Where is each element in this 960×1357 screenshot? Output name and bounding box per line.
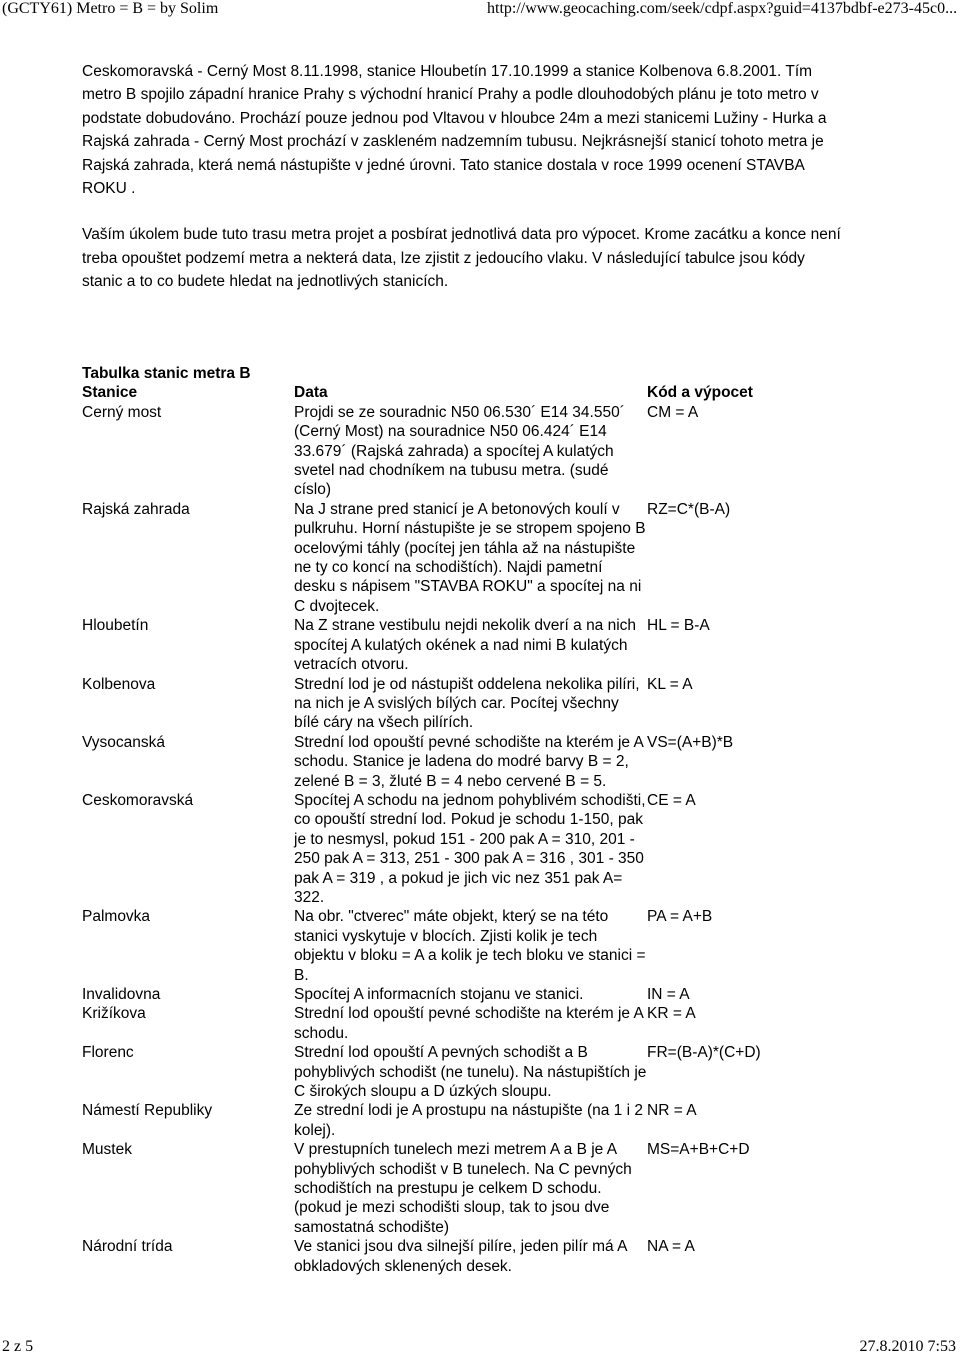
data-cell: Projdi se ze souradnic N50 06.530´ E14 34.550´ (Cerný Most) na souradnice N50 06.424´ E14 33.679´ (Rajská zahrada) a spocítej A kulatých svetel nad chodníkem na tubusu metra. (sudé císlo) xyxy=(294,403,625,499)
data-cell: Na J strane pred stanicí je A betonových koulí v pulkruhu. Horní nástupište je se stropem spojeno B ocelovými táhly (pocítej jen táhla až na nástupište ne ty co koncí na schodištích). Najdi pametní desku s nápisem "STAVBA ROKU" a spocítej na ni C dvojtecek. xyxy=(294,500,646,615)
print-footer xyxy=(0,1338,960,1357)
description xyxy=(82,60,842,294)
page-title: (GCTY61) Metro = B = by Solim xyxy=(2,0,219,17)
table-row xyxy=(82,675,782,733)
code-cell: PA = A+B xyxy=(647,908,713,926)
column-header-data: Data xyxy=(294,384,328,402)
code-cell: CE = A xyxy=(647,791,696,809)
stations-table xyxy=(82,364,782,1276)
code-cell: IN = A xyxy=(647,986,690,1003)
station-cell: Rajská zahrada xyxy=(82,500,190,518)
data-cell: Ve stanici jsou dva silnejší pilíre, jeden pilír má A obkladových sklenených desek. xyxy=(294,1238,627,1275)
station-cell: Križíkova xyxy=(82,1005,146,1023)
data-cell: Strední lod opouští A pevných schodišt a B pohyblivých schodišt (ne tunelu). Na nástupištích je C širokých sloupu a D úzkých sloupu. xyxy=(294,1044,647,1101)
data-cell: Strední lod opouští pevné schodište na kterém je A schodu. Stanice je ladena do modré barvy B = 2, zelené B = 3, žluté B = 4 nebo cervené B = 5. xyxy=(294,733,643,790)
station-cell: Národní trída xyxy=(82,1238,173,1256)
code-cell: NR = A xyxy=(647,1102,697,1120)
page-url: http://www.geocaching.com/seek/cdpf.aspx?guid=4137bdbf-e273-45c0... xyxy=(487,0,958,17)
table-row xyxy=(82,1140,782,1237)
table-header-row xyxy=(82,383,782,402)
station-cell: Námestí Republiky xyxy=(82,1102,213,1120)
code-cell: NA = A xyxy=(647,1238,695,1256)
table-row xyxy=(82,616,782,674)
table-row xyxy=(82,1004,782,1043)
data-cell: V prestupních tunelech mezi metrem A a B je A pohyblivých schodišt v B tunelech. Na C pevných schodištích na prestupu je celkem D schodu. (pokud je mezi schodišti sloup, tak to jsou dve samostatná schodište) xyxy=(294,1141,632,1236)
task-paragraph: Vaším úkolem bude tuto trasu metra projet a posbírat jednotlivá data pro výpocet. Krome zacátku a konce není treba opouštet podzemí metra a nekterá data, lze zjistit z jedoucího vlaku. V následující tabulce jsou kódy stanic a to co budete hledat na jednotlivých stanicích. xyxy=(82,226,841,291)
data-cell: Strední lod opouští pevné schodište na kterém je A schodu. xyxy=(294,1005,643,1042)
code-cell: KR = A xyxy=(647,1005,696,1023)
table-row xyxy=(82,985,782,1004)
table-row xyxy=(82,791,782,907)
table-row xyxy=(82,1237,782,1276)
station-cell: Hloubetín xyxy=(82,617,149,635)
station-cell: Invalidovna xyxy=(82,986,161,1003)
station-cell: Vysocanská xyxy=(82,733,165,751)
station-cell: Palmovka xyxy=(82,908,151,926)
intro-paragraph: Ceskomoravská - Cerný Most 8.11.1998, stanice Hloubetín 17.10.1999 a stanice Kolbenova 6.8.2001. Tím metro B spojilo západní hranice Prahy s východní hranicí Prahy a podle dlouhodobých plánu je toto metro v podstate dobudováno. Prochází pouze jednou pod Vltavou v hloubce 24m a mezi stanicemi Lužiny - Hurka a Rajská zahrada - Cerný Most prochází v zaskleném nadzemním tubusu. Nejkrásnejší stanicí tohoto metra je Rajská zahrada, která nemá nástupište v jedné úrovni. Tato stanice dostala v roce 1999 ocenení STAVBA ROKU . xyxy=(82,63,827,198)
table-row xyxy=(82,907,782,985)
station-cell: Florenc xyxy=(82,1044,134,1062)
column-header-station: Stanice xyxy=(82,384,138,402)
data-cell: Spocítej A schodu na jednom pohyblivém schodišti, co opouští strední lod. Pokud je schodu 1-150, pak je to nesmysl, pokud 151 - 200 pak A = 310, 201 - 250 pak A = 313, 251 - 300 pak A = 316 , 301 - 350 pak A = 319 , a pokud je jich vic nez 351 pak A= 322. xyxy=(294,791,646,906)
data-cell: Na Z strane vestibulu nejdi nekolik dverí a na nich spocítej A kulatých okének a nad nimi B kulatých vetracích otvoru. xyxy=(294,617,637,674)
code-cell: RZ=C*(B-A) xyxy=(647,500,731,518)
table-row xyxy=(82,500,782,616)
code-cell: KL = A xyxy=(647,675,693,693)
table-body xyxy=(82,403,782,1276)
data-cell: Ze strední lodi je A prostupu na nástupište (na 1 i 2 kolej). xyxy=(294,1102,643,1139)
station-cell: Cerný most xyxy=(82,403,162,421)
table-row xyxy=(82,1043,782,1101)
table-row xyxy=(82,733,782,791)
code-cell: FR=(B-A)*(C+D) xyxy=(647,1044,761,1062)
print-date: 27.8.2010 7:53 xyxy=(859,1338,956,1355)
code-cell: CM = A xyxy=(647,403,699,421)
data-cell: Strední lod je od nástupišt oddelena nekolika pilíri, na nich je A svislých bílých car. Pocítej všechny bílé cáry na všech pilírích. xyxy=(294,675,640,732)
code-cell: MS=A+B+C+D xyxy=(647,1141,750,1159)
code-cell: HL = B-A xyxy=(647,617,710,635)
column-header-code: Kód a výpocet xyxy=(647,384,753,402)
data-cell: Na obr. "ctverec" máte objekt, který se na této stanici vyskytuje v blocích. Zjisti kolik je tech objektu v bloku = A a kolik je tech bloku ve stanici = B. xyxy=(294,908,646,984)
station-cell: Mustek xyxy=(82,1141,132,1159)
code-cell: VS=(A+B)*B xyxy=(647,733,734,751)
data-cell: Spocítej A informacních stojanu ve stanici. xyxy=(294,986,584,1003)
table-row xyxy=(82,1101,782,1140)
print-header xyxy=(0,0,960,22)
station-cell: Kolbenova xyxy=(82,675,156,693)
page-number: 2 z 5 xyxy=(2,1338,34,1355)
table-row xyxy=(82,403,782,500)
table-title: Tabulka stanic metra B xyxy=(82,365,251,382)
station-cell: Ceskomoravská xyxy=(82,791,194,809)
